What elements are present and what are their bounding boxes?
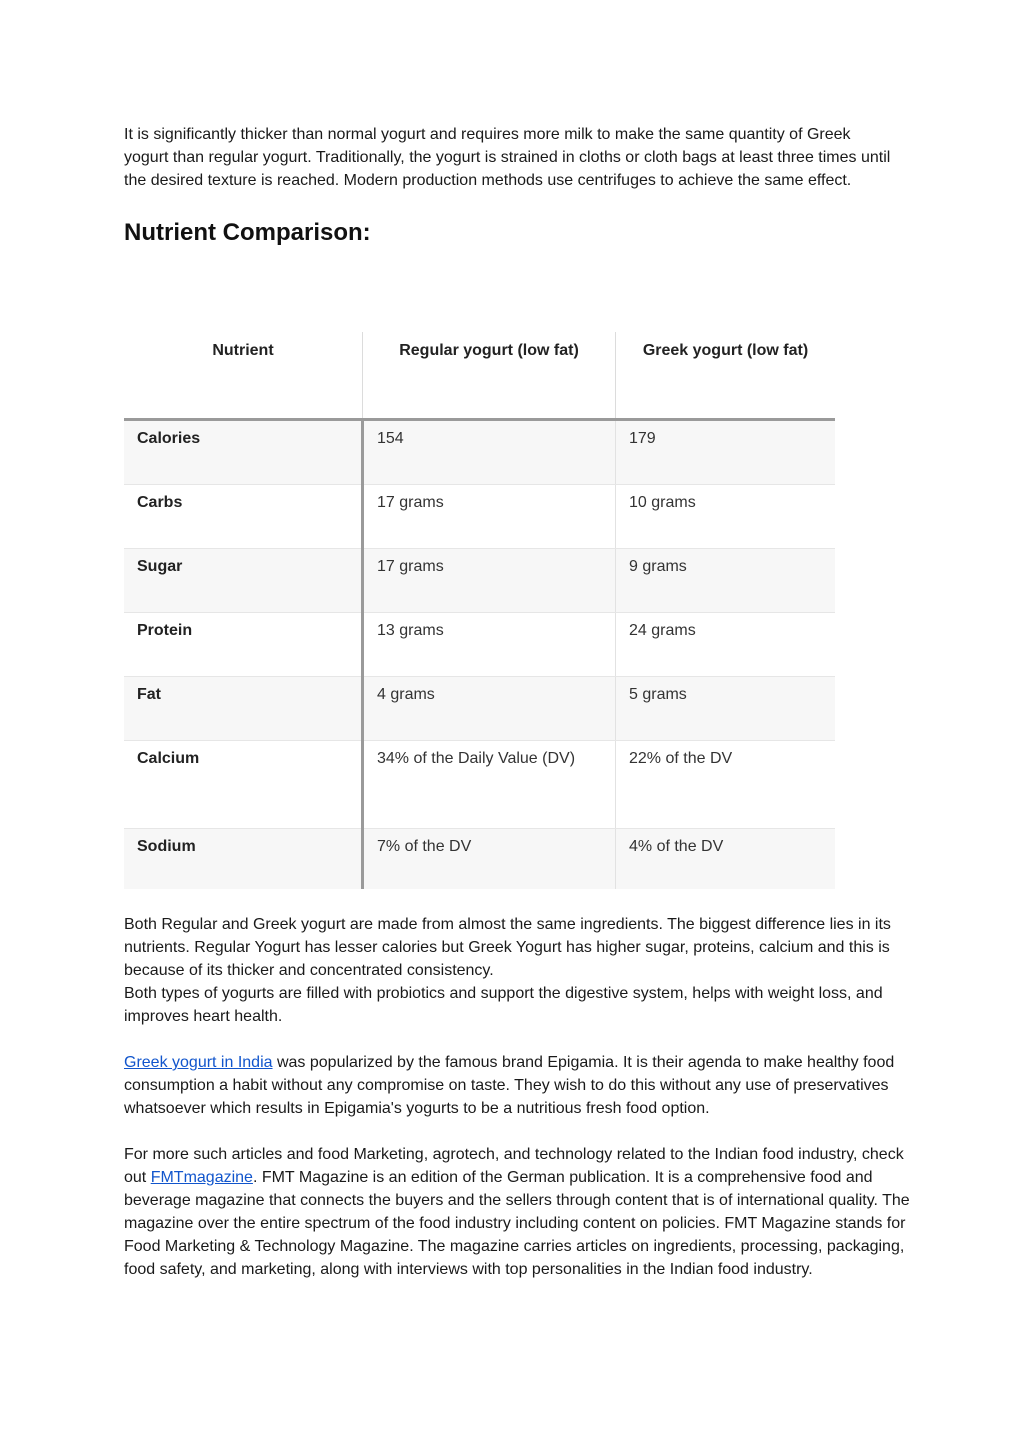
section-heading: Nutrient Comparison: [124, 219, 371, 246]
cell-nutrient: Fat [124, 677, 363, 741]
epigamia-paragraph [124, 1051, 914, 1120]
cell-greek: 24 grams [616, 613, 836, 677]
table-row-sugar [124, 549, 835, 613]
cell-regular: 13 grams [363, 613, 616, 677]
fmt-text-before: For more such articles and food Marketing, agrotech, and technology related to the Indian food industry, check out [124, 1146, 904, 1186]
greek-yogurt-india-link[interactable]: Greek yogurt in India [124, 1054, 273, 1071]
cell-regular: 7% of the DV [363, 829, 616, 890]
table-row-calories [124, 420, 835, 485]
header-nutrient: Nutrient [124, 332, 363, 420]
cell-regular: 34% of the Daily Value (DV) [363, 741, 616, 829]
cell-greek: 179 [616, 420, 836, 485]
cell-nutrient: Sugar [124, 549, 363, 613]
cell-nutrient: Protein [124, 613, 363, 677]
benefits-paragraph: Both types of yogurts are filled with probiotics and support the digestive system, helps with weight loss, and improves heart health. [124, 985, 883, 1025]
table-row-protein [124, 613, 835, 677]
table-row-fat [124, 677, 835, 741]
header-greek-yogurt: Greek yogurt (low fat) [616, 332, 836, 420]
header-regular-yogurt: Regular yogurt (low fat) [363, 332, 616, 420]
closing-section [124, 913, 914, 1281]
cell-regular: 17 grams [363, 485, 616, 549]
cell-greek: 4% of the DV [616, 829, 836, 890]
cell-regular: 17 grams [363, 549, 616, 613]
comparison-paragraph: Both Regular and Greek yogurt are made from almost the same ingredients. The biggest difference lies in its nutrients. Regular Yogurt has lesser calories but Greek Yogurt has higher sugar, proteins, calcium and this is because of its thicker and concentrated consistency. [124, 916, 891, 979]
intro-paragraph: It is significantly thicker than normal yogurt and requires more milk to make the same quantity of Greek yogurt than regular yogurt. Traditionally, the yogurt is strained in cloths or cloth bags at least three times until the desired texture is reached. Modern production methods use centrifuges to achieve the same effect. [124, 126, 891, 189]
cell-nutrient: Calories [124, 420, 363, 485]
cell-greek: 22% of the DV [616, 741, 836, 829]
cell-greek: 9 grams [616, 549, 836, 613]
document-body [124, 123, 914, 247]
epigamia-text: was popularized by the famous brand Epigamia. It is their agenda to make healthy food consumption a habit without any compromise on taste. They wish to do this without any use of preservatives whatsoever which results in Epigamia's yogurts to be a nutritious fresh food option. [124, 1054, 895, 1117]
cell-nutrient: Carbs [124, 485, 363, 549]
table-row-carbs [124, 485, 835, 549]
table-row-calcium [124, 741, 835, 829]
cell-greek: 10 grams [616, 485, 836, 549]
fmtmagazine-link[interactable]: FMTmagazine [150, 1169, 253, 1186]
cell-nutrient: Sodium [124, 829, 363, 890]
cell-nutrient: Calcium [124, 741, 363, 829]
fmt-paragraph [124, 1143, 914, 1281]
cell-regular: 4 grams [363, 677, 616, 741]
cell-regular: 154 [363, 420, 616, 485]
table-header-row [124, 332, 835, 420]
table-row-sodium [124, 829, 835, 890]
fmt-text-after: . FMT Magazine is an edition of the German publication. It is a comprehensive food and beverage magazine that connects the buyers and the sellers through content that is of international quality. The magazine over the entire spectrum of the food industry including content on policies. FMT Magazine stands for Food Marketing & Technology Magazine. The magazine carries articles on ingredients, processing, packaging, food safety, and marketing, along with interviews with top personalities in the Indian food industry. [124, 1169, 910, 1278]
nutrient-comparison-table [124, 332, 835, 889]
cell-greek: 5 grams [616, 677, 836, 741]
